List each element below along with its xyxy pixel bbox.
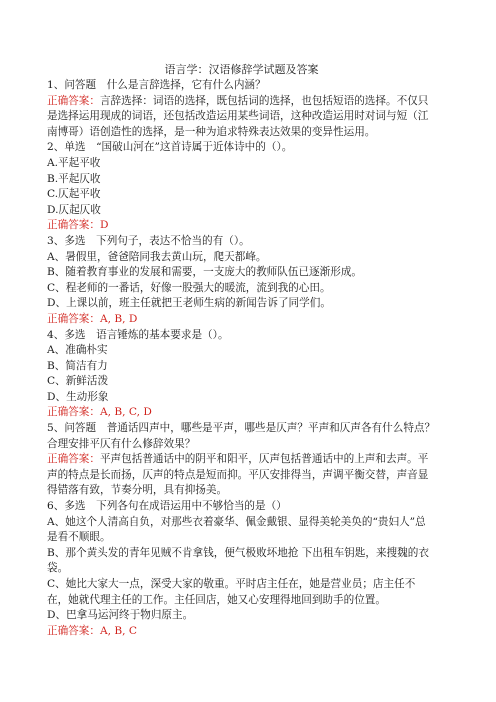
question-3-answer: [47, 312, 436, 328]
question-5-head: 5、问答题 普通话四声中，哪些是平声，哪些是仄声？平声和仄声各有什么特点？合理安排平仄有什么修辞效果？: [47, 422, 436, 450]
option: D、上课以前，班主任就把王老师生病的新闻告诉了同学们。: [47, 297, 331, 310]
question-4-answer: [47, 405, 436, 421]
option: B、那个黄头发的青年见贼不肯拿钱，便气极败坏地抢 下出租车钥匙，来搜魏的衣袋。: [47, 546, 429, 575]
option: D、生动形象: [47, 390, 109, 403]
answer-label: 正确答案：: [47, 219, 100, 232]
answer-value: A, B, C, D: [99, 406, 152, 419]
option: D、巴拿马运河终于物归原主。: [47, 609, 194, 622]
option: A.平起平收: [47, 156, 101, 169]
answer-value: A, B, D: [99, 312, 138, 325]
question-3-head: 3、多选 下列句子，表达不恰当的有（）。: [47, 234, 250, 247]
option: C、程老师的一番话，好像一股强大的暖流，流到我的心田。: [47, 281, 331, 294]
option: B、简洁有力: [47, 359, 108, 372]
option: A、准确朴实: [47, 344, 108, 357]
option: D.仄起仄收: [47, 203, 101, 216]
answer-label: 正确答案：: [47, 406, 100, 419]
answer-value: D: [99, 219, 109, 232]
question-1-head: 1、问答题 什么是言辞选择，它有什么内涵？: [47, 79, 266, 91]
question-block-6: [47, 499, 436, 639]
option: A、她这个人清高自负，对那些衣着豪华、佩金戴银、显得美轮美奂的“贵妇人”总是看不顺眼。: [47, 515, 426, 544]
option: A、暑假里，爸爸陪同我去黄山玩，爬天都峰。: [47, 250, 267, 263]
answer-label: 正确答案：: [47, 453, 100, 466]
question-2-head: 2、单选 “国破山河在”这首诗属于近体诗中的（）。: [47, 141, 293, 154]
question-6-head: 6、多选 下列各句在成语运用中不够恰当的是（）: [47, 500, 287, 513]
question-block-1: [47, 78, 436, 140]
option: C.仄起平收: [47, 188, 101, 201]
answer-text: 平声包括普通话中的阴平和阳平，仄声包括普通话中的上声和去声。平声的特点是长而扬，仄声的特点是短而抑。平仄安排得当，声调平衡交替，声音显得错落有致，节奏分明，具有抑扬美。: [47, 453, 429, 497]
option: C、她比大家大一点，深受大家的敬重。平时店主任在，她是营业员；店主任不在，她就代理主任的工作。主任回店，她又心安理得地回到助手的位置。: [47, 578, 416, 606]
question-4-head: 4、多选 语言锤炼的基本要求是（）。: [47, 328, 229, 341]
question-block-4: [47, 328, 436, 422]
question-block-3: [47, 234, 436, 328]
answer-label: 正确答案：: [47, 94, 100, 107]
question-1-answer: [47, 94, 436, 141]
answer-label: 正确答案：: [47, 312, 100, 325]
document-title: 语言学：汉语修辞学试题及答案: [164, 63, 319, 76]
question-2-answer: [47, 218, 436, 234]
question-block-5: [47, 421, 436, 499]
option: B、随着教育事业的发展和需要，一支庞大的教师队伍已逐渐形成。: [47, 266, 363, 279]
question-6-answer: [47, 624, 436, 640]
answer-text: 言辞选择：词语的选择，既包括词的选择，也包括短语的选择。不仅只是选择运用现成的词语，还包括改造运用某些词语，这种改造运用时对词与短（江南博哥）语创造性的选择，是一种为追求特殊表达效果的变异性运用。: [47, 94, 429, 138]
option: C、新鲜活泼: [47, 375, 109, 388]
question-block-2: [47, 140, 436, 234]
answer-value: A, B, C: [99, 624, 137, 637]
option: B.平起仄收: [47, 172, 101, 185]
answer-label: 正确答案：: [47, 624, 100, 637]
question-5-answer: [47, 452, 436, 499]
